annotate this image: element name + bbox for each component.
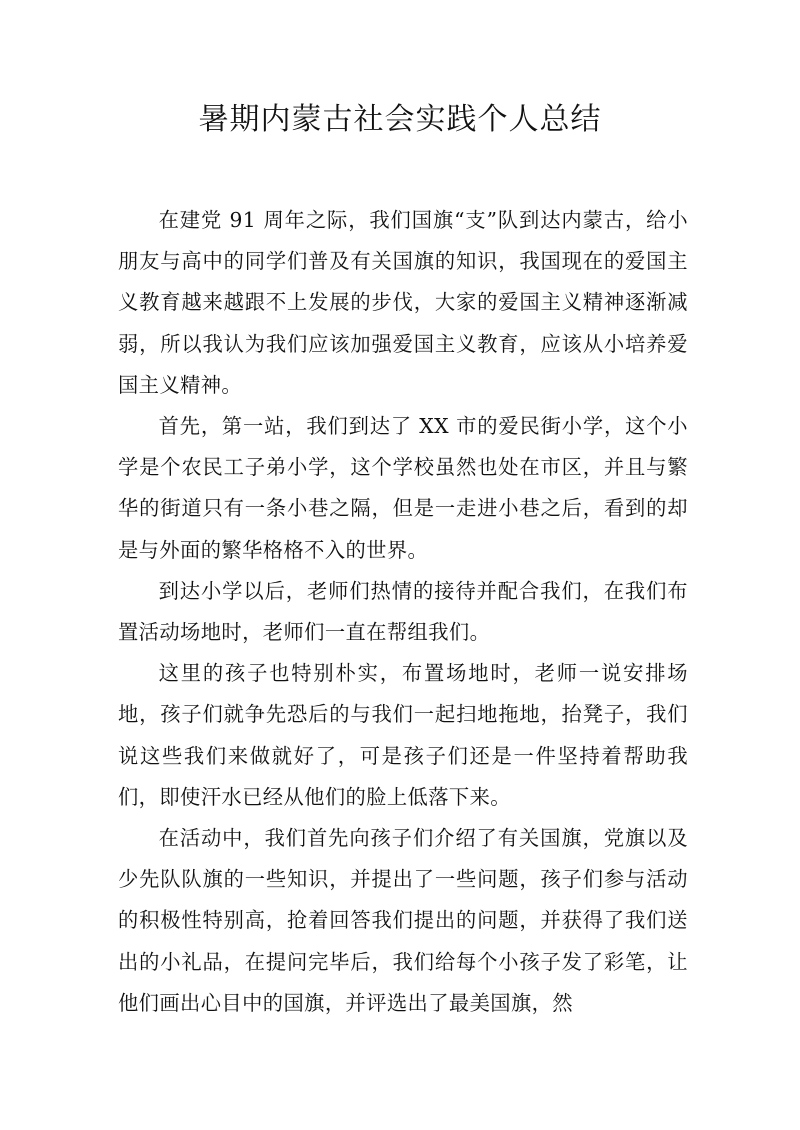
document-title: 暑期内蒙古社会实践个人总结 [198, 102, 602, 137]
paragraph-1: 在建党 91 周年之际，我们国旗“支”队到达内蒙古，给小朋友与高中的同学们普及有关国旗的知识，我国现在的爱国主义教育越来越跟不上发展的步伐，大家的爱国主义精神逐渐减弱，所以我认为我们应该加强爱国主义教育，应该从小培养爱国主义精神。 [118, 208, 688, 397]
paragraph-2: 首先，第一站，我们到达了 XX 市的爱民街小学，这个小学是个农民工子弟小学，这个学校虽然也处在市区，并且与繁华的街道只有一条小巷之隔，但是一走进小巷之后，看到的却是与外面的繁华格格不入的世界。 [118, 414, 688, 562]
paragraph-4: 这里的孩子也特别朴实，布置场地时，老师一说安排场地，孩子们就争先恐后的与我们一起扫地拖地，抬凳子，我们说这些我们来做就好了，可是孩子们还是一件坚持着帮助我们，即使汗水已经从他们的脸上低落下来。 [118, 661, 688, 809]
document-body [118, 200, 688, 1024]
paragraph-3: 到达小学以后，老师们热情的接待并配合我们，在我们布置活动场地时，老师们一直在帮组我们。 [118, 578, 688, 645]
paragraph-5: 在活动中，我们首先向孩子们介绍了有关国旗，党旗以及少先队队旗的一些知识，并提出了一些问题，孩子们参与活动的积极性特别高，抢着回答我们提出的问题，并获得了我们送出的小礼品，在提问完毕后，我们给每个小孩子发了彩笔，让他们画出心目中的国旗，并评选出了最美国旗，然 [118, 826, 688, 1015]
